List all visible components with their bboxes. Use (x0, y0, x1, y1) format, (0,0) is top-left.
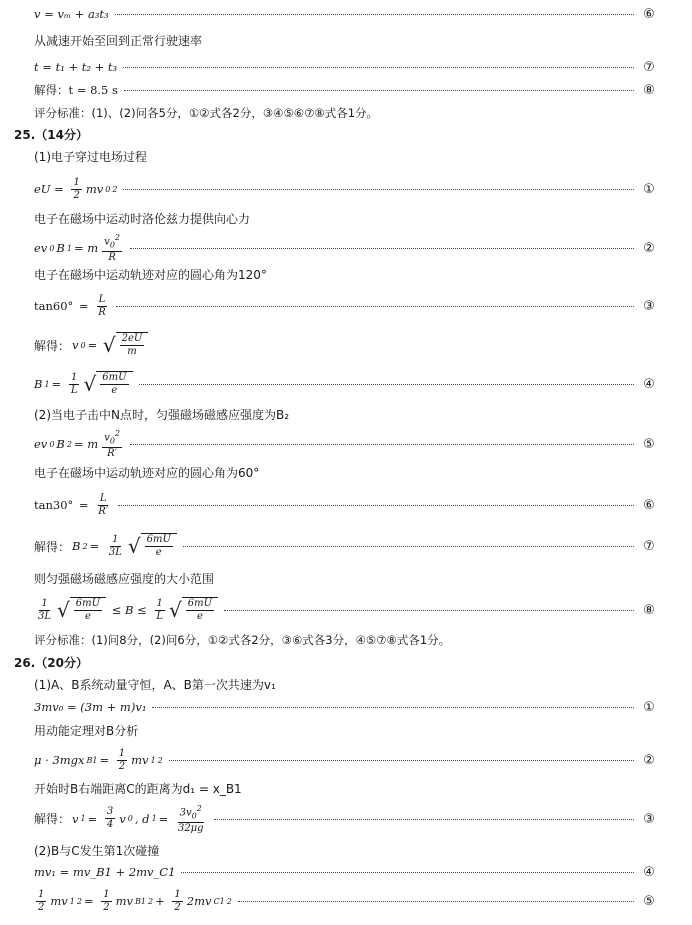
equation-line (0, 801, 692, 837)
equation-number: ⑤ (643, 436, 655, 452)
paragraph-text: 电子在磁场中运动轨迹对应的圆心角为60° (34, 465, 260, 480)
text-line (0, 462, 692, 482)
question-header (0, 652, 692, 672)
scoring-criteria: 评分标准：(1)问8分，(2)问6分，①②式各2分，③⑥式各3分，④⑤⑦⑧式各1分。 (34, 633, 451, 647)
equation-formula: μ · 3mgx B1 = $\frac{1}{2}$ mv 1 2 (34, 747, 163, 772)
equation-number: ⑥ (643, 497, 655, 513)
equation-formula: 解得： v 0 = √ $\frac{2eU}{m}$ (34, 332, 148, 358)
equation-line (0, 743, 692, 777)
equation-line (0, 488, 692, 522)
paragraph-text: (2)B与C发生第1次碰撞 (34, 843, 160, 858)
equation-number: ④ (643, 376, 655, 392)
equation-line (0, 528, 692, 564)
equation-number: ③ (643, 298, 655, 314)
equation-number: ② (643, 240, 655, 256)
text-line (0, 404, 692, 424)
equation-number: ① (643, 699, 655, 715)
equation-line (0, 172, 692, 206)
equation-formula: $\frac{1}{2}$ mv 1 2 = $\frac{1}{2}$ mv B1 2 + $\frac{1}{2}$ 2mv C1 2 (38, 888, 232, 913)
paragraph-text: (2)当电子击中N点时，匀强磁场磁感应强度为B₂ (34, 407, 290, 422)
equation-text: t = t₁ + t₂ + t₃ (34, 60, 118, 74)
equation-formula: tan60° = $\frac{L}{R}$ (34, 293, 106, 318)
equation-line (0, 366, 692, 402)
equation-formula: B 1 = $\frac{1}{L}$ √ $\frac{6mU}{e}$ (34, 371, 133, 397)
equation-number: ⑤ (643, 893, 655, 909)
text-line (0, 568, 692, 588)
text-line (0, 720, 692, 740)
equation-line (0, 592, 692, 628)
paragraph-text: 电子在磁场中运动时洛伦兹力提供向心力 (34, 211, 251, 226)
text-line (0, 264, 692, 284)
equation-text: mv₁ = mv_B1 + 2mv_C1 (34, 865, 176, 879)
equation-line (0, 862, 692, 882)
scoring-criteria: 评分标准：(1)、(2)问各5分，①②式各2分，③④⑤⑥⑦⑧式各1分。 (34, 106, 379, 120)
text-line (0, 208, 692, 228)
question-header (0, 124, 692, 144)
equation-number: ⑥ (643, 6, 655, 22)
equation-line (0, 328, 692, 362)
equation-text: 解得：t = 8.5 s (34, 83, 118, 97)
equation-line (0, 289, 692, 323)
question-number: 25.（14分） (14, 127, 88, 142)
equation-text: v = vₘ + a₃t₃ (34, 7, 109, 21)
paragraph-text: 从减速开始至回到正常行驶速率 (34, 33, 203, 48)
paragraph-text: 电子在磁场中运动轨迹对应的圆心角为120° (34, 267, 267, 282)
paragraph-text: (1)电子穿过电场过程 (34, 149, 147, 164)
equation-formula: ev 0 B 1 = m $\frac{v_0^2}{R}$ (34, 232, 120, 264)
text-line (0, 630, 692, 650)
equation-number: ③ (643, 811, 655, 827)
text-line (0, 146, 692, 166)
paragraph-text: 则匀强磁场磁感应强度的大小范围 (34, 571, 215, 586)
equation-formula: tan30° = $\frac{L}{R'}$ (34, 492, 109, 517)
equation-line (0, 57, 692, 77)
text-line (0, 30, 692, 50)
equation-number: ② (643, 752, 655, 768)
equation-formula: 解得： v 1 = $\frac{3}{4}$ v 0 , d 1 = $\frac{3v_0^2}{32\mu g}$ (34, 803, 204, 835)
equation-line (0, 697, 692, 717)
text-line (0, 103, 692, 123)
equation-number: ⑧ (643, 82, 655, 98)
equation-formula: $\frac{1}{3L}$ √ $\frac{6mU}{e}$ ≤ B ≤ $\frac{1}{L}$ √ $\frac{6mU}{e}$ (34, 597, 218, 623)
equation-number: ⑧ (643, 602, 655, 618)
equation-text: 3mv₀ = (3m + m)v₁ (34, 700, 147, 714)
equation-number: ⑦ (643, 538, 655, 554)
text-line (0, 840, 692, 860)
equation-formula: 解得： B 2 = $\frac{1}{3L}$ √ $\frac{6mU}{e}$ (34, 533, 177, 559)
equation-line (0, 80, 692, 100)
text-line (0, 778, 692, 798)
equation-number: ④ (643, 864, 655, 880)
paragraph-text: 开始时B右端距离C的距离为d₁ = x_B1 (34, 781, 242, 796)
text-line (0, 674, 692, 694)
equation-line (0, 884, 692, 918)
equation-formula: eU = $\frac{1}{2}$ mv 0 2 (34, 176, 118, 201)
equation-number: ① (643, 181, 655, 197)
equation-line (0, 232, 692, 264)
equation-line (0, 4, 692, 24)
equation-line (0, 428, 692, 460)
paragraph-text: (1)A、B系统动量守恒，A、B第一次共速为v₁ (34, 677, 276, 692)
equation-number: ⑦ (643, 59, 655, 75)
question-number: 26.（20分） (14, 655, 88, 670)
paragraph-text: 用动能定理对B分析 (34, 723, 139, 738)
equation-formula: ev 0 B 2 = m $\frac{v_0^2}{R'}$ (34, 428, 120, 460)
